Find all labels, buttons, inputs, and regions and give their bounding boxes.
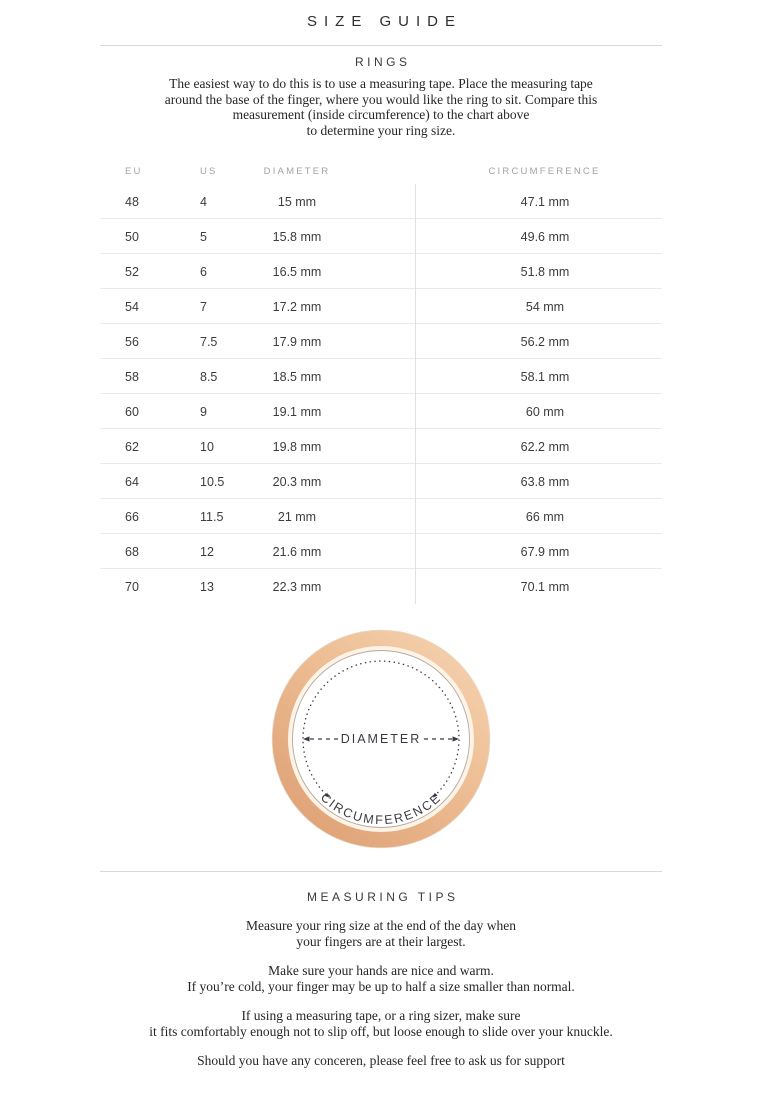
cell-us: 7.5 — [200, 334, 218, 349]
cell-eu: 54 — [125, 299, 139, 314]
table-header-row — [100, 166, 662, 177]
cell-diameter: 15 mm — [277, 194, 317, 209]
cell-diameter: 21.6 mm — [272, 544, 322, 559]
cell-eu: 64 — [125, 474, 139, 489]
diameter-arrow-right-icon — [453, 736, 460, 741]
cell-diameter: 20.3 mm — [272, 474, 322, 489]
cell-eu: 50 — [125, 229, 139, 244]
intro-line: measurement (inside circumference) to the chart above — [232, 107, 530, 122]
diameter-arrow-left-icon — [303, 736, 310, 741]
header-us: US — [200, 166, 218, 177]
cell-eu: 68 — [125, 544, 139, 559]
cell-eu: 60 — [125, 404, 139, 419]
cell-us: 8.5 — [200, 369, 218, 384]
cell-us: 6 — [200, 264, 207, 279]
table-row — [100, 324, 662, 359]
cell-us: 10.5 — [200, 474, 225, 489]
cell-us: 12 — [200, 544, 214, 559]
table-row — [100, 429, 662, 464]
cell-diameter: 15.8 mm — [272, 229, 322, 244]
cell-circumference: 66 mm — [415, 499, 662, 534]
tips-divider — [100, 871, 662, 872]
cell-circumference: 47.1 mm — [415, 184, 662, 219]
cell-diameter: 19.1 mm — [272, 404, 322, 419]
table-row — [100, 184, 662, 219]
table-row — [100, 289, 662, 324]
cell-us: 9 — [200, 404, 207, 419]
cell-diameter: 19.8 mm — [272, 439, 322, 454]
intro-line: The easiest way to do this is to use a measuring tape. Place the measuring tape — [169, 76, 593, 91]
cell-circumference: 56.2 mm — [415, 324, 662, 359]
cell-eu: 52 — [125, 264, 139, 279]
cell-circumference: 62.2 mm — [415, 429, 662, 464]
circumference-label: CIRCUMFERENCE — [317, 790, 445, 828]
header-diameter: DIAMETER — [263, 166, 331, 177]
table-row — [100, 499, 662, 534]
tip-line: Measure your ring size at the end of the day when — [246, 918, 516, 933]
cell-eu: 58 — [125, 369, 139, 384]
tip-paragraph — [100, 963, 662, 994]
tips-paragraphs — [100, 918, 662, 1069]
diameter-label: DIAMETER — [340, 732, 422, 746]
cell-us: 13 — [200, 579, 214, 594]
table-row — [100, 569, 662, 604]
cell-circumference: 67.9 mm — [415, 534, 662, 569]
tip-line: Make sure your hands are nice and warm. — [268, 963, 494, 978]
size-table-body — [100, 184, 662, 604]
intro-line: around the base of the finger, where you would like the ring to sit. Compare this — [164, 91, 598, 107]
tip-line: If you’re cold, your finger may be up to half a size smaller than normal. — [187, 978, 575, 994]
cell-diameter: 16.5 mm — [272, 264, 322, 279]
cell-circumference: 60 mm — [415, 394, 662, 429]
cell-diameter: 22.3 mm — [272, 579, 322, 594]
table-row — [100, 534, 662, 569]
ring-diagram — [100, 626, 662, 852]
cell-eu: 48 — [125, 194, 139, 209]
cell-circumference: 54 mm — [415, 289, 662, 324]
tip-line: If using a measuring tape, or a ring sizer, make sure — [241, 1008, 521, 1023]
top-divider — [100, 45, 662, 46]
rings-heading: RINGS — [354, 55, 411, 69]
cell-eu: 70 — [125, 579, 139, 594]
dotted-circle — [303, 661, 459, 794]
cell-us: 4 — [200, 194, 207, 209]
cell-circumference: 49.6 mm — [415, 219, 662, 254]
table-row — [100, 219, 662, 254]
tip-line: it fits comfortably enough not to slip off, but loose enough to slide over your knuckle. — [149, 1023, 613, 1039]
table-row — [100, 394, 662, 429]
cell-diameter: 17.9 mm — [272, 334, 322, 349]
table-row — [100, 359, 662, 394]
cell-eu: 56 — [125, 334, 139, 349]
intro-text — [100, 76, 662, 138]
header-eu: EU — [125, 166, 143, 177]
cell-eu: 66 — [125, 509, 139, 524]
ring-diagram-svg — [268, 626, 494, 852]
cell-us: 10 — [200, 439, 214, 454]
table-row — [100, 464, 662, 499]
tip-line: Should you have any conceren, please feel free to ask us for support — [197, 1053, 565, 1068]
size-table — [100, 166, 662, 604]
cell-us: 7 — [200, 299, 207, 314]
cell-circumference: 58.1 mm — [415, 359, 662, 394]
tip-line: your fingers are at their largest. — [296, 933, 466, 949]
page-title: SIZE GUIDE — [306, 13, 462, 30]
cell-us: 11.5 — [200, 509, 224, 524]
table-row — [100, 254, 662, 289]
header-circumference: CIRCUMFERENCE — [488, 166, 601, 177]
tips-heading: MEASURING TIPS — [307, 890, 459, 904]
cell-circumference: 63.8 mm — [415, 464, 662, 499]
cell-eu: 62 — [125, 439, 139, 454]
cell-circumference: 70.1 mm — [415, 569, 662, 604]
intro-line: to determine your ring size. — [306, 122, 456, 138]
cell-circumference: 51.8 mm — [415, 254, 662, 289]
cell-diameter: 18.5 mm — [272, 369, 322, 384]
tip-paragraph — [100, 918, 662, 949]
tip-paragraph — [100, 1008, 662, 1039]
cell-diameter: 21 mm — [277, 509, 317, 524]
cell-us: 5 — [200, 229, 207, 244]
cell-diameter: 17.2 mm — [272, 299, 322, 314]
tip-paragraph — [100, 1053, 662, 1069]
